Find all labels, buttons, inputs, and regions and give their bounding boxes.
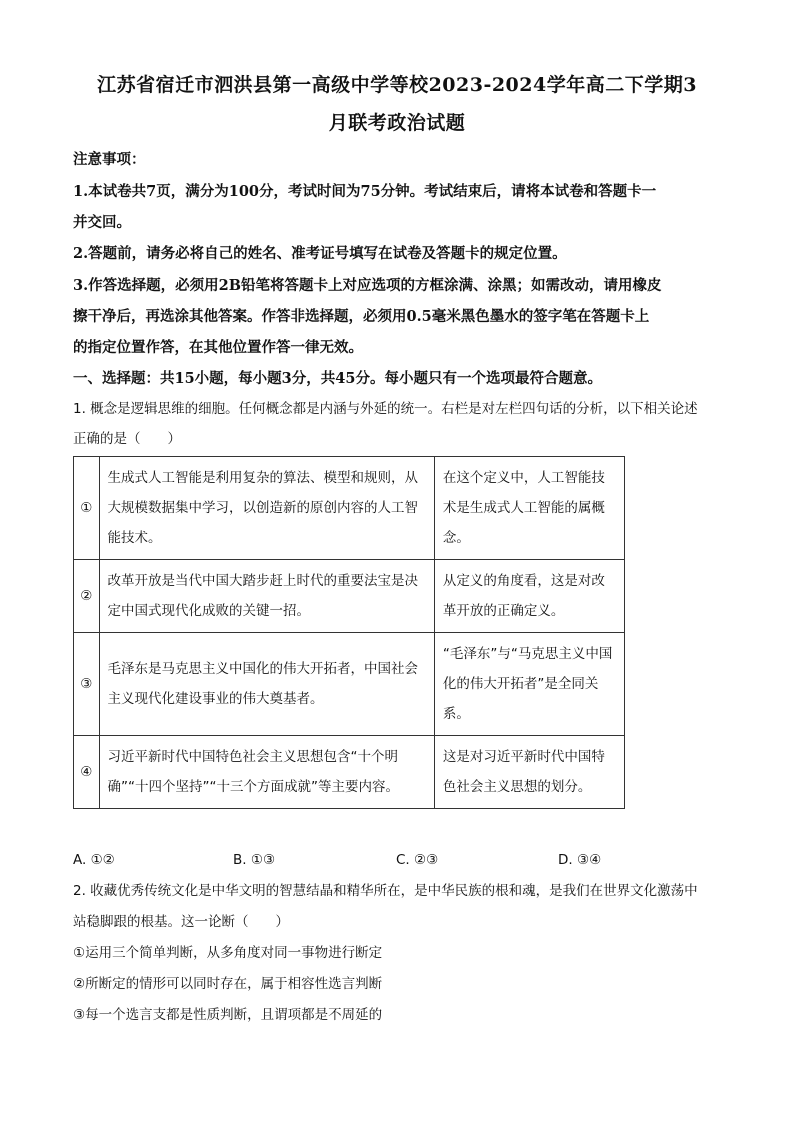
question-2-statement-1: ①运用三个简单判断，从多角度对同一事物进行断定 [73, 945, 383, 961]
analysis-cell: “毛泽东”与“马克思主义中国化的伟大开拓者”是全同关系。 [434, 633, 624, 736]
option-c[interactable]: C. ②③ [396, 852, 439, 868]
question-1-stem-line-1: 1. 概念是逻辑思维的细胞。任何概念都是内涵与外延的统一。右栏是对左栏四句话的分析，以下相关论述 [73, 401, 698, 417]
notice-item-3-line-1: 3.作答选择题，必须用2B铅笔将答题卡上对应选项的方框涂满、涂黑；如需改动，请用橡皮 [73, 277, 662, 294]
analysis-cell: 在这个定义中，人工智能技术是生成式人工智能的属概念。 [434, 457, 624, 560]
question-2-stem-line-2: 站稳脚跟的根基。这一论断（ ） [73, 914, 289, 930]
question-1-stem-line-2: 正确的是（ ） [73, 431, 181, 447]
option-d[interactable]: D. ③④ [558, 852, 602, 868]
row-number: ① [74, 457, 100, 560]
question-2-statement-2: ②所断定的情形可以同时存在，属于相容性选言判断 [73, 976, 383, 992]
section-heading: 一、选择题：共15小题，每小题3分，共45分。每小题只有一个选项最符合题意。 [73, 370, 602, 387]
question-2-statement-3: ③每一个选言支都是性质判断，且谓项都是不周延的 [73, 1007, 383, 1023]
notice-item-3-line-2: 擦干净后，再选涂其他答案。作答非选择题，必须用0.5毫米黑色墨水的签字笔在答题卡上 [73, 308, 650, 325]
row-number: ③ [74, 633, 100, 736]
table-row [74, 560, 625, 633]
row-number: ④ [74, 736, 100, 809]
statement-cell: 生成式人工智能是利用复杂的算法、模型和规则，从大规模数据集中学习，以创造新的原创内容的人工智能技术。 [99, 457, 434, 560]
analysis-cell: 从定义的角度看，这是对改革开放的正确定义。 [434, 560, 624, 633]
row-number: ② [74, 560, 100, 633]
option-a[interactable]: A. ①② [73, 852, 115, 868]
question-2-stem-line-1: 2. 收藏优秀传统文化是中华文明的智慧结晶和精华所在，是中华民族的根和魂，是我们在世界文化激荡中 [73, 883, 698, 899]
table-row [74, 633, 625, 736]
option-b[interactable]: B. ①③ [233, 852, 276, 868]
exam-title-line2: 月联考政治试题 [328, 112, 466, 134]
analysis-table [73, 456, 625, 809]
statement-cell: 改革开放是当代中国大踏步赶上时代的重要法宝是决定中国式现代化成败的关键一招。 [99, 560, 434, 633]
notice-item-3-line-3: 的指定位置作答，在其他位置作答一律无效。 [73, 339, 363, 356]
notice-heading: 注意事项： [73, 151, 146, 168]
notice-item-1-line-1: 1.本试卷共7页，满分为100分，考试时间为75分钟。考试结束后，请将本试卷和答题卡一 [73, 183, 657, 200]
analysis-cell: 这是对习近平新时代中国特色社会主义思想的划分。 [434, 736, 624, 809]
statement-cell: 习近平新时代中国特色社会主义思想包含“十个明确”“十四个坚持”“十三个方面成就”等主要内容。 [99, 736, 434, 809]
table-row [74, 736, 625, 809]
exam-title-line1: 江苏省宿迁市泗洪县第一高级中学等校2023-2024学年高二下学期3 [97, 74, 697, 96]
table-row [74, 457, 625, 560]
statement-cell: 毛泽东是马克思主义中国化的伟大开拓者，中国社会主义现代化建设事业的伟大奠基者。 [99, 633, 434, 736]
question-1-options [73, 846, 729, 874]
notice-item-2: 2.答题前，请务必将自己的姓名、准考证号填写在试卷及答题卡的规定位置。 [73, 245, 567, 262]
notice-item-1-line-2: 并交回。 [73, 214, 131, 231]
